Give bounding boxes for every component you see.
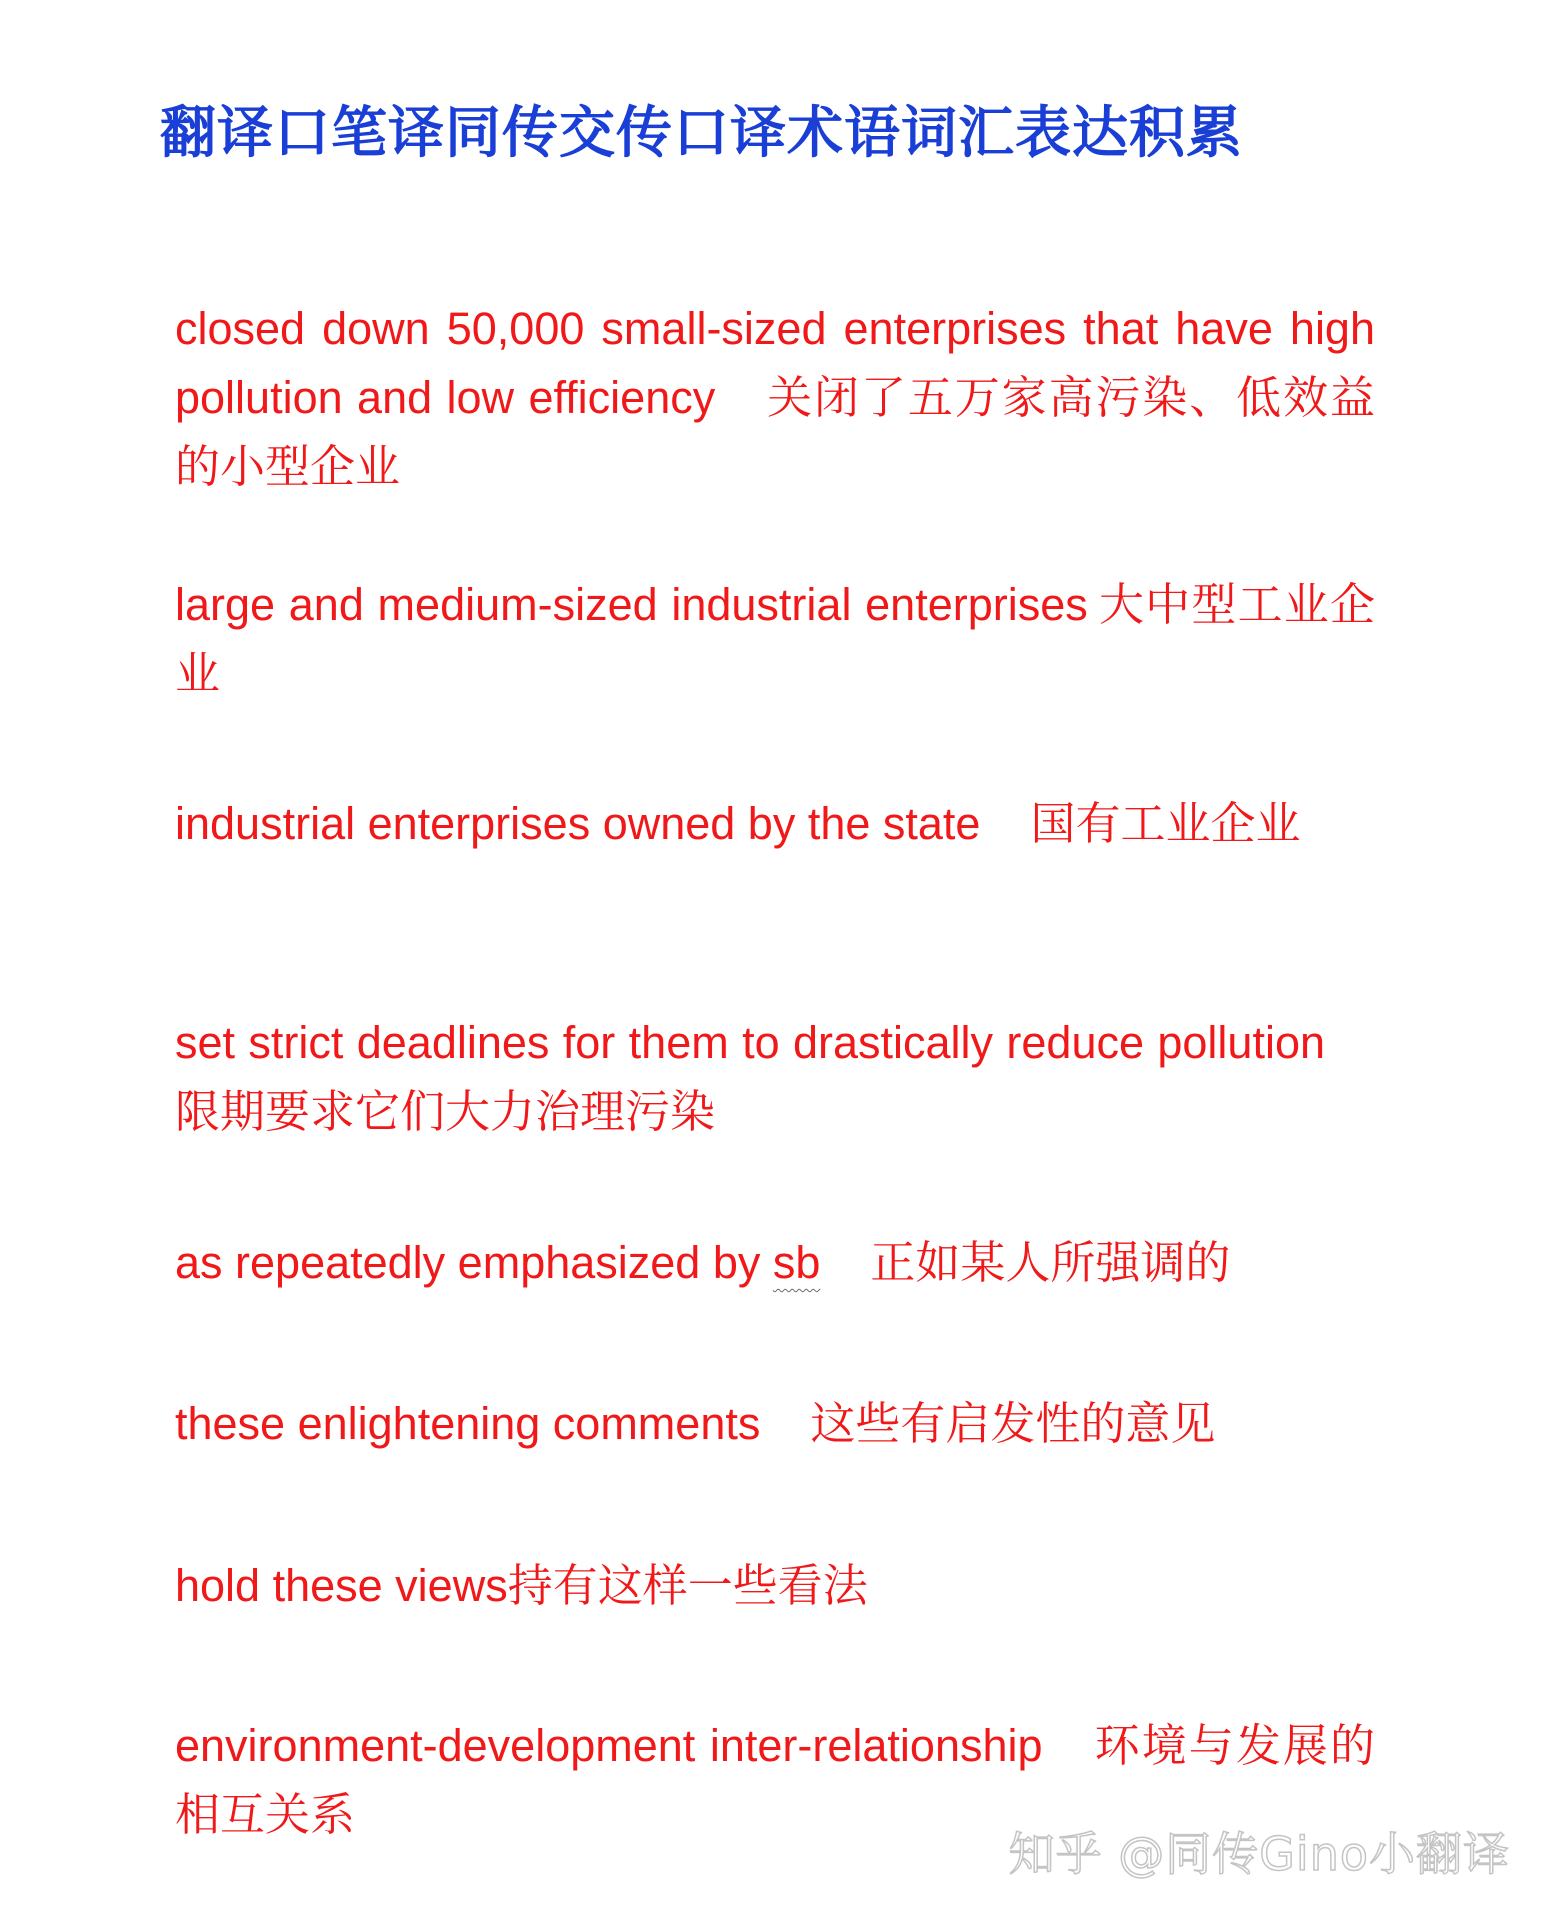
term-english: hold these views <box>175 1560 508 1611</box>
term-entry <box>175 1557 1375 1626</box>
term-english: as repeatedly emphasized by <box>175 1237 773 1288</box>
term-chinese: 限期要求它们大力治理污染 <box>175 1085 716 1138</box>
term-chinese: 正如某人所强调的 <box>870 1236 1231 1289</box>
watermark: 知乎 @同传Gino小翻译 <box>1008 1827 1510 1881</box>
term-entry <box>175 576 1375 714</box>
term-entry <box>175 300 1375 507</box>
term-entry <box>175 795 1375 864</box>
term-entry <box>175 1234 1375 1303</box>
page-title: 翻译口笔译同传交传口译术语词汇表达积累 <box>160 100 1243 166</box>
spellcheck-marked-word: sb <box>772 1237 821 1288</box>
term-chinese: 大中型工业企业 <box>175 578 1375 700</box>
term-chinese: 这些有启发性的意见 <box>810 1397 1216 1450</box>
term-english: industrial enterprises owned by the state <box>175 798 981 849</box>
term-entry <box>175 1014 1375 1152</box>
term-chinese: 国有工业企业 <box>1030 797 1301 850</box>
term-entry <box>175 1395 1375 1464</box>
term-english: closed down 50,000 small-sized enterprises that have high pollution and low efficiency <box>175 303 1375 423</box>
term-english: large and medium-sized industrial enterprises <box>175 579 1088 630</box>
term-chinese: 环境与发展的相互关系 <box>175 1719 1375 1841</box>
term-english: environment-development inter-relationship <box>175 1720 1043 1771</box>
term-english: set strict deadlines for them to drastically reduce pollution <box>175 1017 1325 1068</box>
term-chinese: 关闭了五万家高污染、低效益的小型企业 <box>175 371 1375 493</box>
term-english: these enlightening comments <box>175 1398 761 1449</box>
term-chinese: 持有这样一些看法 <box>507 1559 868 1612</box>
